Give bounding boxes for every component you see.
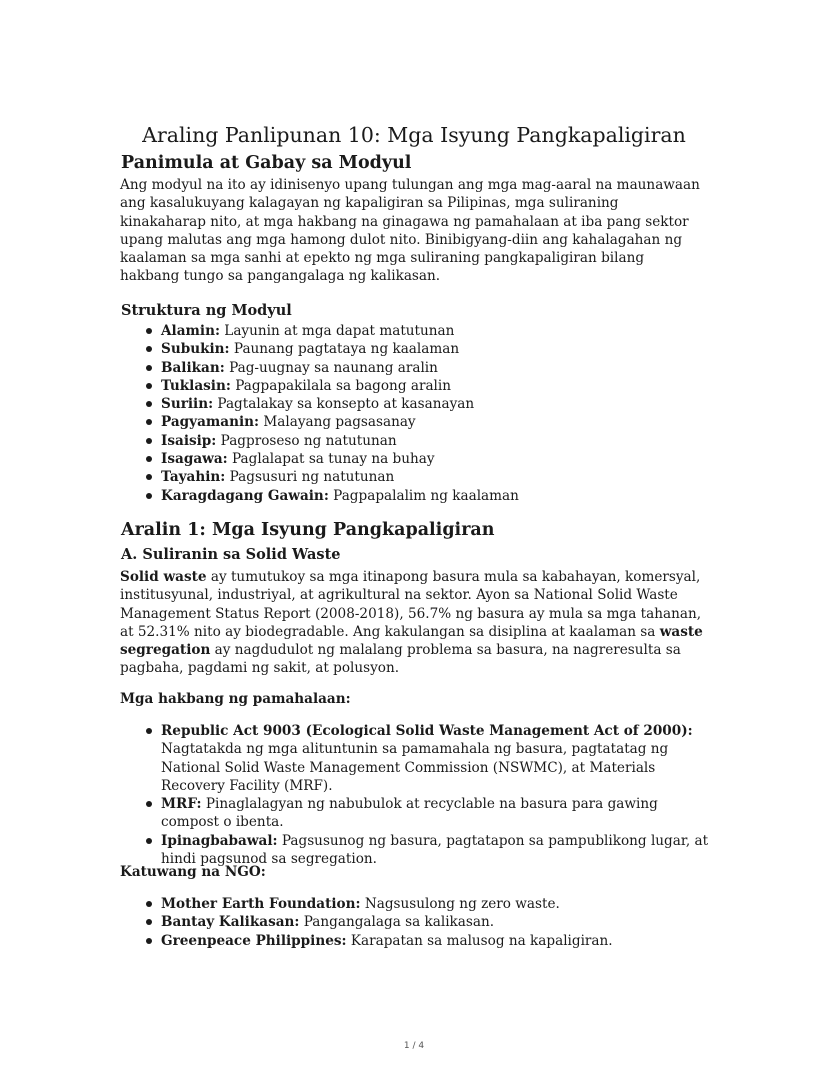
- paragraph-text: ay tumutukoy sa mga itinapong basura mula sa kabahayan, komersyal, institusyunal, industriyal, at agrikultural na sektor. Ayon sa National Solid Waste Management Status Report (2008-2018), 56.7% ng basura ay mula sa mga tahanan, at 52.31% nito ay biodegradable. Ang kakulangan sa disiplina at kaalaman sa: [120, 569, 702, 640]
- item-term: Bantay Kalikasan:: [161, 914, 300, 931]
- item-desc: Pagsusunog ng basura, pagtatapon sa pampublikong lugar, at hindi pagsunod sa segregation.: [161, 832, 709, 868]
- item-term: Isaisip:: [161, 432, 217, 449]
- list-item: [121, 450, 721, 468]
- item-term: Alamin:: [161, 323, 220, 339]
- item-term: MRF:: [161, 796, 202, 813]
- term-waste-segregation: waste segregation: [120, 623, 703, 659]
- list-item: [121, 395, 721, 413]
- intro-heading: Panimula at Gabay sa Modyul: [121, 153, 412, 173]
- page-number: 1 / 4: [403, 1041, 425, 1051]
- item-term: Greenpeace Philippines:: [161, 932, 347, 949]
- item-term: Isagawa:: [161, 451, 228, 468]
- list-item: [121, 795, 711, 832]
- item-desc: Pagpapalalim ng kaalaman: [333, 487, 519, 504]
- list-item: [121, 359, 721, 377]
- document-title: Araling Panlipunan 10: Mga Isyung Pangkapaligiran: [142, 123, 686, 147]
- list-item: [121, 932, 711, 950]
- item-desc: Pagsusuri ng natutunan: [229, 469, 395, 486]
- list-item: [121, 432, 721, 450]
- solid-waste-paragraph: [120, 568, 705, 678]
- item-term: Tayahin:: [161, 469, 226, 486]
- item-desc: Pinaglalagyan ng nabubulok at recyclable na basura para gawing compost o ibenta.: [161, 796, 658, 831]
- item-term: Mother Earth Foundation:: [161, 896, 361, 912]
- list-item: [121, 468, 721, 486]
- intro-paragraph: Ang modyul na ito ay idinisenyo upang tulungan ang mga mag-aaral na maunawaan ang kasalukuyang kalagayan ng kapaligiran sa Pilipinas, mga suliraning kinakaharap nito, at mga hakbang na ginagawa ng pamahalaan at iba pang sektor upang malutas ang mga hamong dulot nito. Binibigyang-diin ang kahalagahan ng kaalaman sa mga sanhi at epekto ng mga suliraning pangkapaligiran bilang hakbang tungo sa pangangalaga ng kalikasan.: [120, 177, 700, 285]
- item-desc: Paglalapat sa tunay na buhay: [232, 451, 435, 468]
- item-desc: Karapatan sa malusog na kapaligiran.: [346, 932, 613, 949]
- ngo-list: [121, 895, 711, 950]
- list-item: [121, 487, 721, 505]
- item-desc: Nagsusulong ng zero waste.: [360, 896, 560, 912]
- item-term: Balikan:: [161, 359, 225, 376]
- item-desc: Pag-uugnay sa naunang aralin: [229, 359, 438, 376]
- list-item: [121, 377, 721, 395]
- list-item: [121, 722, 711, 795]
- item-desc: Malayang pagsasanay: [263, 414, 416, 431]
- item-desc: Nagtatakda ng mga alituntunin sa pamamahala ng basura, pagtatatag ng National Solid Waste Management Commission (NSWMC), at Materials Recovery Facility (MRF).: [161, 741, 669, 794]
- item-term: Pagyamanin:: [161, 414, 260, 431]
- list-item: [121, 340, 721, 358]
- list-item: [121, 895, 711, 913]
- item-term: Subukin:: [161, 341, 230, 358]
- lesson1-subheading: A. Suliranin sa Solid Waste: [121, 546, 341, 563]
- structure-heading: Struktura ng Modyul: [121, 302, 292, 319]
- item-term: Suriin:: [161, 396, 214, 413]
- ngo-heading: Katuwang na NGO:: [120, 864, 266, 880]
- term-solid-waste: Solid waste: [120, 569, 207, 585]
- list-item: [121, 913, 711, 931]
- item-term: Tuklasin:: [161, 377, 231, 394]
- structure-list: [121, 322, 721, 505]
- item-desc: Paunang pagtataya ng kaalaman: [233, 341, 460, 358]
- list-item: [121, 413, 721, 431]
- item-desc: Layunin at mga dapat matutunan: [224, 323, 455, 339]
- govt-heading: Mga hakbang ng pamahalaan:: [120, 691, 351, 707]
- item-desc: Pagproseso ng natutunan: [220, 432, 397, 449]
- paragraph-text: ay nagdudulot ng malalang problema sa basura, na nagreresulta sa pagbaha, pagdami ng sakit, at polusyon.: [120, 642, 681, 677]
- item-term: Republic Act 9003 (Ecological Solid Waste Management Act of 2000):: [161, 723, 693, 739]
- lesson1-heading: Aralin 1: Mga Isyung Pangkapaligiran: [121, 520, 495, 540]
- item-term: Ipinagbabawal:: [161, 832, 278, 849]
- govt-list: [121, 722, 711, 868]
- item-desc: Pagtalakay sa konsepto at kasanayan: [217, 396, 475, 413]
- item-desc: Pagpapakilala sa bagong aralin: [235, 377, 451, 394]
- item-term: Karagdagang Gawain:: [161, 487, 329, 504]
- item-desc: Pangangalaga sa kalikasan.: [299, 914, 495, 931]
- list-item: [121, 322, 721, 340]
